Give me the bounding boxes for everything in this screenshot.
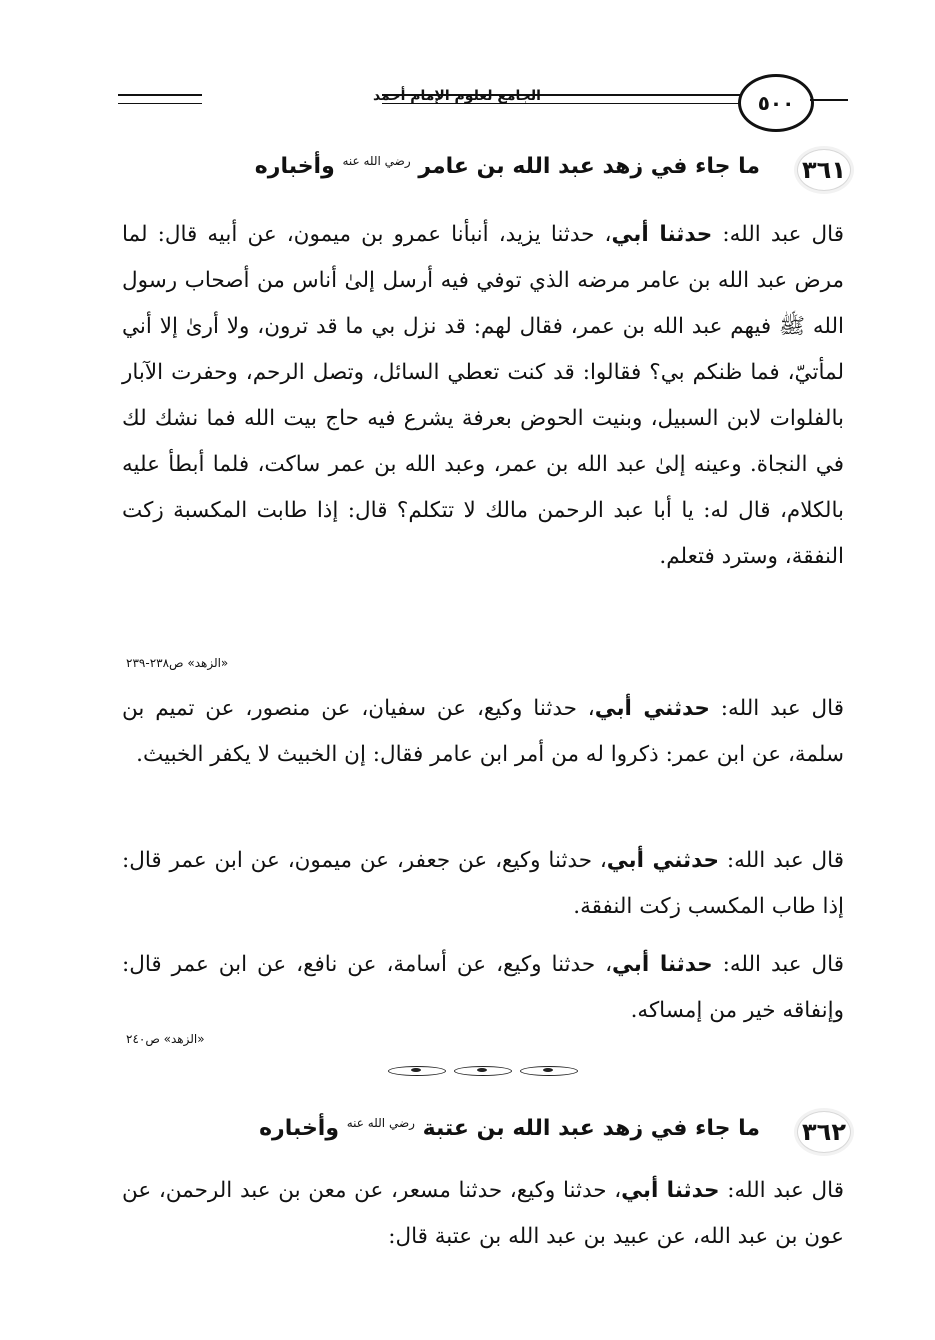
narration-text: ، حدثنا وكيع، حدثنا مسعر، عن معن بن عبد الرحمن، عن عون بن عبد الله، عن عبيد بن عبد الله بن عتبة قال: <box>122 1178 844 1249</box>
narration-chain-head: حدثنا أبي <box>621 1178 720 1203</box>
ornament-flourish-icon <box>388 1066 446 1076</box>
honorific-glyph: رضي الله عنه <box>342 154 411 168</box>
ornament-flourish-icon <box>454 1066 512 1076</box>
narration-chain-head: حدثنا أبي <box>611 222 713 247</box>
section-title <box>255 154 760 179</box>
paragraph <box>122 942 844 1034</box>
section-heading-362 <box>220 1112 850 1152</box>
section-number: ٣٦٢ <box>798 1112 850 1152</box>
paragraph <box>122 212 844 580</box>
narration-intro: قال عبد الله: <box>712 222 845 247</box>
section-number: ٣٦١ <box>798 150 850 190</box>
honorific-glyph: رضي الله عنه <box>346 1116 415 1130</box>
narration-intro: قال عبد الله: <box>719 1178 844 1203</box>
section-title-main: ما جاء في زهد عبد الله بن عتبة <box>422 1116 760 1141</box>
section-title-main: ما جاء في زهد عبد الله بن عامر <box>418 154 760 179</box>
header-rule-right <box>810 99 848 101</box>
section-heading-361 <box>220 150 850 190</box>
narration-chain-head: حدثني أبي <box>606 848 720 873</box>
narration-intro: قال عبد الله: <box>719 848 845 873</box>
book-title: الجامع لعلوم الإمام أحمد <box>373 88 541 104</box>
narration-chain-head: حدثني أبي <box>594 696 710 721</box>
narration-intro: قال عبد الله: <box>709 696 844 721</box>
source-reference: «الزهد» ص٢٣٨-٢٣٩ <box>126 656 229 670</box>
paragraph <box>122 686 844 778</box>
narration-text: ، حدثنا وكيع، عن جعفر، عن ميمون، عن ابن عمر قال: إذا طاب المكسب زكت النفقة. <box>122 848 844 919</box>
section-title-end: وأخباره <box>254 154 335 179</box>
section-title <box>259 1116 760 1141</box>
header-rule-left <box>118 94 202 96</box>
paragraph <box>122 838 844 930</box>
narration-text: ، حدثنا وكيع، عن أسامة، عن نافع، عن ابن عمر قال: وإنفاقه خير من إمساكه. <box>122 952 844 1023</box>
source-reference: «الزهد» ص٢٤٠ <box>126 1032 205 1046</box>
section-title-end: وأخباره <box>259 1116 340 1141</box>
narration-text: ، حدثنا وكيع، عن سفيان، عن منصور، عن تميم بن سلمة، عن ابن عمر: ذكروا له من أمر ابن عامر فقال: إن الخبيث لا يكفر الخبيث. <box>122 696 844 767</box>
narration-text: ، حدثنا يزيد، أنبأنا عمرو بن ميمون، عن أبيه قال: لما مرض عبد الله بن عامر مرضه الذي توفي فيه أرسل إلىٰ أناس من أصحاب رسول الله ﷺ فيهم عبد الله بن عمر، فقال لهم: قد نزل بي ما قد ترون، ولا أرىٰ إلا أني لمأتيّ، فما ظنكم بي؟ فقالوا: قد كنت تعطي السائل، وتصل الرحم، وحفرت الآبار بالفلوات لابن السبيل، وبنيت الحوض بعرفة يشرع فيه حاج بيت الله فما نشك لك في النجاة. وعينه إلىٰ عبد الله بن عمر، وعبد الله بن عمر ساكت، فلما أبطأ عليه بالكلام، قال له: يا أبا عبد الرحمن مالك لا تتكلم؟ قال: إذا طابت المكسبة زكت النفقة، وسترد فتعلم. <box>122 222 844 569</box>
narration-intro: قال عبد الله: <box>712 952 844 977</box>
narration-chain-head: حدثنا أبي <box>612 952 713 977</box>
header-rule-middle-lower <box>382 103 740 104</box>
paragraph <box>122 1168 844 1260</box>
header-rule-left-lower <box>118 103 202 104</box>
section-divider-ornament <box>388 1064 578 1078</box>
header-rule-middle <box>382 94 740 96</box>
ornament-flourish-icon <box>520 1066 578 1076</box>
page-number: ٥٠٠ <box>738 74 814 132</box>
